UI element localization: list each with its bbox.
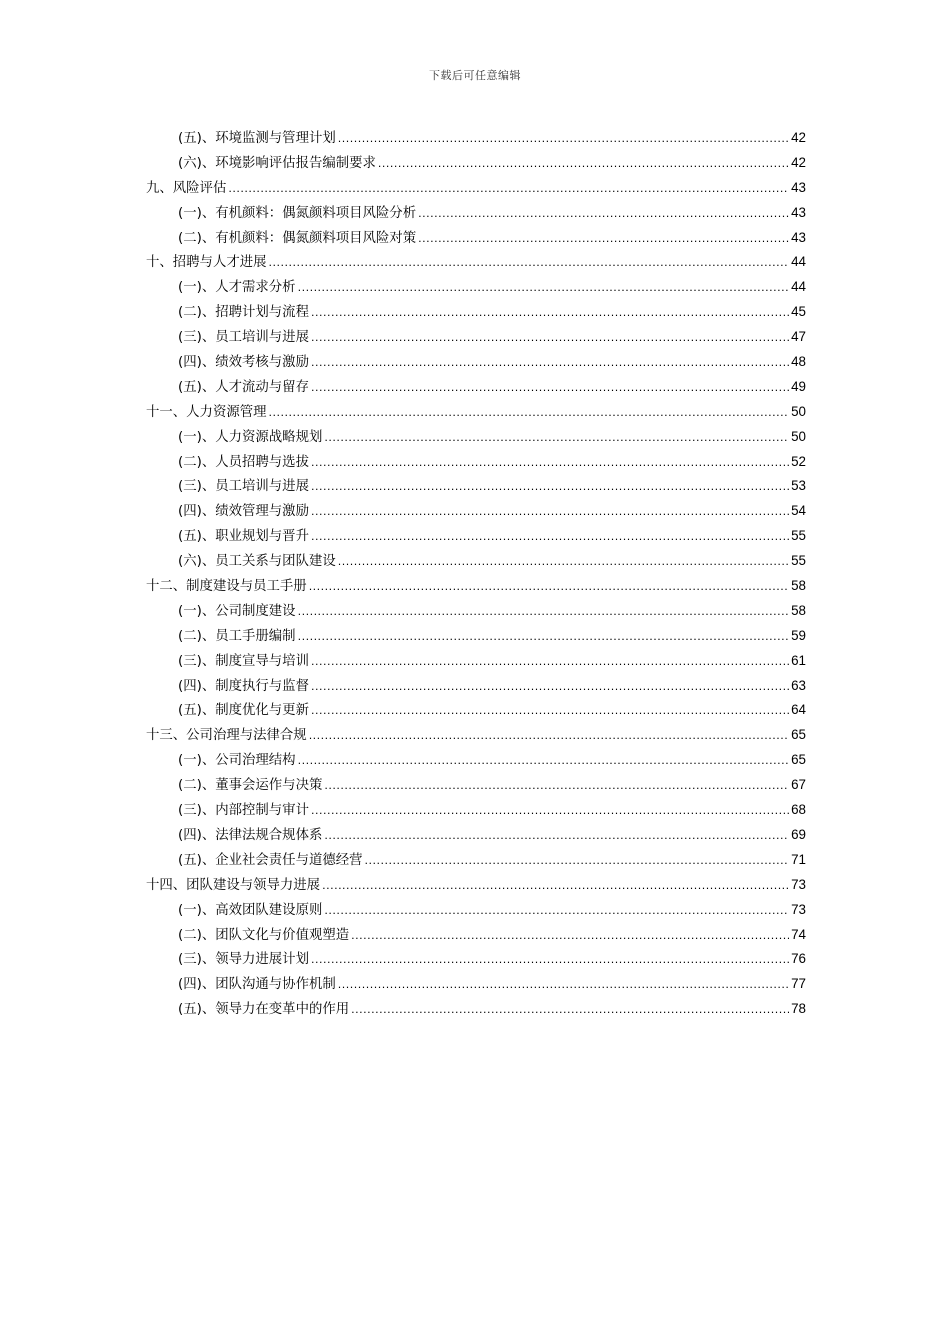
toc-entry-page-number: 59	[791, 627, 806, 643]
toc-dot-leader	[298, 749, 790, 774]
toc-dot-leader	[311, 948, 789, 973]
toc-entry-page-number: 76	[791, 951, 806, 967]
toc-entry-page-number: 55	[791, 528, 806, 544]
toc-entry-title: (三)、制度宣导与培训	[178, 653, 309, 669]
toc-entry-title: (四)、绩效管理与激励	[178, 504, 309, 520]
toc-entry-page-number: 52	[791, 453, 806, 469]
toc-entry-title: 十三、公司治理与法律合规	[146, 728, 307, 744]
toc-section-entry[interactable]	[146, 350, 806, 375]
toc-dot-leader	[418, 227, 789, 252]
toc-entry-page-number: 50	[791, 403, 806, 419]
toc-section-entry[interactable]	[146, 450, 806, 475]
toc-dot-leader	[311, 451, 789, 476]
toc-dot-leader	[322, 874, 789, 899]
toc-entry-title: (二)、有机颜料：偶氮颜料项目风险对策	[178, 230, 417, 246]
toc-entry-title: 十二、制度建设与员工手册	[146, 579, 307, 595]
toc-entry-page-number: 48	[791, 354, 806, 370]
toc-section-entry[interactable]	[146, 375, 806, 400]
toc-entry-title: (二)、团队文化与价值观塑造	[178, 927, 350, 943]
toc-section-entry[interactable]	[146, 499, 806, 524]
toc-dot-leader	[338, 973, 789, 998]
toc-dot-leader	[298, 276, 790, 301]
toc-section-entry[interactable]	[146, 798, 806, 823]
toc-dot-leader	[298, 625, 790, 650]
toc-entry-page-number: 67	[791, 777, 806, 793]
toc-entry-page-number: 74	[791, 926, 806, 942]
toc-entry-page-number: 61	[791, 652, 806, 668]
toc-section-entry[interactable]	[146, 201, 806, 226]
toc-entry-page-number: 43	[791, 204, 806, 220]
toc-section-entry[interactable]	[146, 972, 806, 997]
toc-dot-leader	[298, 600, 790, 625]
toc-entry-page-number: 42	[791, 154, 806, 170]
toc-chapter-entry[interactable]	[146, 723, 806, 748]
toc-section-entry[interactable]	[146, 474, 806, 499]
toc-entry-title: (二)、董事会运作与决策	[178, 778, 323, 794]
toc-entry-page-number: 50	[791, 428, 806, 444]
toc-dot-leader	[311, 799, 789, 824]
toc-section-entry[interactable]	[146, 300, 806, 325]
toc-entry-title: (六)、环境影响评估报告编制要求	[178, 155, 376, 171]
toc-entry-title: (四)、团队沟通与协作机制	[178, 977, 336, 993]
toc-entry-title: (一)、公司治理结构	[178, 753, 296, 769]
toc-entry-title: (三)、员工培训与进展	[178, 330, 309, 346]
toc-entry-title: (五)、制度优化与更新	[178, 703, 309, 719]
toc-dot-leader	[311, 525, 789, 550]
toc-section-entry[interactable]	[146, 226, 806, 251]
toc-dot-leader	[338, 550, 789, 575]
toc-entry-title: (四)、制度执行与监督	[178, 678, 309, 694]
toc-section-entry[interactable]	[146, 126, 806, 151]
toc-section-entry[interactable]	[146, 549, 806, 574]
toc-entry-title: (一)、有机颜料：偶氮颜料项目风险分析	[178, 205, 417, 221]
toc-entry-title: (五)、企业社会责任与道德经营	[178, 852, 363, 868]
toc-entry-title: (五)、人才流动与留存	[178, 379, 309, 395]
toc-dot-leader	[228, 177, 789, 202]
toc-section-entry[interactable]	[146, 773, 806, 798]
toc-dot-leader	[324, 774, 789, 799]
toc-section-entry[interactable]	[146, 748, 806, 773]
toc-entry-title: 十一、人力资源管理	[146, 404, 267, 420]
toc-entry-title: 十、招聘与人才进展	[146, 255, 267, 271]
toc-section-entry[interactable]	[146, 649, 806, 674]
header-note: 下载后可任意编辑	[429, 69, 521, 82]
toc-entry-page-number: 68	[791, 802, 806, 818]
toc-entry-title: 九、风险评估	[146, 180, 227, 196]
toc-entry-page-number: 54	[791, 503, 806, 519]
toc-dot-leader	[311, 301, 789, 326]
toc-entry-title: (六)、员工关系与团队建设	[178, 554, 336, 570]
toc-dot-leader	[311, 351, 789, 376]
toc-chapter-entry[interactable]	[146, 574, 806, 599]
toc-entry-title: (五)、环境监测与管理计划	[178, 131, 336, 146]
toc-chapter-entry[interactable]	[146, 873, 806, 898]
toc-entry-page-number: 47	[791, 329, 806, 345]
toc-entry-title: (二)、员工手册编制	[178, 628, 296, 644]
toc-dot-leader	[378, 152, 789, 177]
toc-entry-page-number: 73	[791, 901, 806, 917]
toc-entry-title: (四)、绩效考核与激励	[178, 355, 309, 371]
toc-dot-leader	[311, 475, 789, 500]
toc-entry-page-number: 65	[791, 727, 806, 743]
toc-entry-page-number: 44	[791, 254, 806, 270]
toc-entry-page-number: 49	[791, 378, 806, 394]
toc-dot-leader	[351, 924, 789, 949]
toc-dot-leader	[269, 251, 790, 276]
toc-entry-page-number: 64	[791, 702, 806, 718]
toc-section-entry[interactable]	[146, 599, 806, 624]
toc-entry-title: (一)、人才需求分析	[178, 280, 296, 296]
toc-dot-leader	[324, 426, 789, 451]
toc-section-entry[interactable]	[146, 425, 806, 450]
toc-section-entry[interactable]	[146, 923, 806, 948]
toc-entry-title: (一)、人力资源战略规划	[178, 429, 323, 445]
toc-chapter-entry[interactable]	[146, 250, 806, 275]
toc-dot-leader	[365, 849, 790, 874]
toc-entry-page-number: 73	[791, 876, 806, 892]
toc-entry-page-number: 45	[791, 304, 806, 320]
toc-entry-title: (三)、内部控制与审计	[178, 803, 309, 819]
toc-section-entry[interactable]	[146, 325, 806, 350]
toc-entry-page-number: 65	[791, 752, 806, 768]
toc-section-entry[interactable]	[146, 823, 806, 848]
toc-dot-leader	[324, 824, 789, 849]
toc-section-entry[interactable]	[146, 524, 806, 549]
toc-dot-leader	[338, 127, 789, 152]
toc-entry-title: (一)、公司制度建设	[178, 603, 296, 619]
toc-entry-page-number: 43	[791, 179, 806, 195]
toc-dot-leader	[311, 500, 789, 525]
toc-entry-title: (五)、职业规划与晋升	[178, 529, 309, 545]
toc-entry-page-number: 63	[791, 677, 806, 693]
toc-entry-title: (四)、法律法规合规体系	[178, 827, 323, 843]
table-of-contents	[146, 126, 806, 1022]
toc-dot-leader	[311, 376, 789, 401]
toc-dot-leader	[309, 724, 789, 749]
toc-section-entry[interactable]	[146, 898, 806, 923]
toc-dot-leader	[324, 899, 789, 924]
toc-section-entry[interactable]	[146, 624, 806, 649]
toc-dot-leader	[311, 699, 789, 724]
toc-entry-page-number: 69	[791, 826, 806, 842]
toc-section-entry[interactable]	[146, 848, 806, 873]
toc-entry-page-number: 42	[791, 130, 806, 145]
toc-entry-page-number: 58	[791, 602, 806, 618]
toc-entry-title: 十四、团队建设与领导力进展	[146, 877, 321, 893]
toc-section-entry[interactable]	[146, 947, 806, 972]
toc-entry-page-number: 43	[791, 229, 806, 245]
toc-entry-title: (三)、领导力进展计划	[178, 952, 309, 968]
toc-dot-leader	[311, 650, 789, 675]
toc-entry-page-number: 53	[791, 478, 806, 494]
toc-section-entry[interactable]	[146, 698, 806, 723]
toc-entry-title: (五)、领导力在变革中的作用	[178, 1002, 350, 1018]
toc-dot-leader	[351, 998, 789, 1023]
toc-entry-page-number: 78	[791, 1001, 806, 1017]
toc-section-entry[interactable]	[146, 997, 806, 1022]
toc-dot-leader	[311, 326, 789, 351]
toc-entry-page-number: 58	[791, 578, 806, 594]
toc-entry-title: (一)、高效团队建设原则	[178, 902, 323, 918]
toc-chapter-entry[interactable]	[146, 400, 806, 425]
toc-entry-page-number: 44	[791, 279, 806, 295]
toc-section-entry[interactable]	[146, 151, 806, 176]
toc-entry-page-number: 55	[791, 553, 806, 569]
toc-entry-page-number: 71	[791, 851, 806, 867]
toc-dot-leader	[269, 401, 790, 426]
toc-entry-title: (二)、人员招聘与选拔	[178, 454, 309, 470]
toc-section-entry[interactable]	[146, 275, 806, 300]
toc-section-entry[interactable]	[146, 674, 806, 699]
toc-entry-page-number: 77	[791, 976, 806, 992]
toc-chapter-entry[interactable]	[146, 176, 806, 201]
toc-entry-title: (三)、员工培训与进展	[178, 479, 309, 495]
toc-dot-leader	[311, 675, 789, 700]
toc-dot-leader	[309, 575, 789, 600]
toc-entry-title: (二)、招聘计划与流程	[178, 305, 309, 321]
toc-dot-leader	[418, 202, 789, 227]
